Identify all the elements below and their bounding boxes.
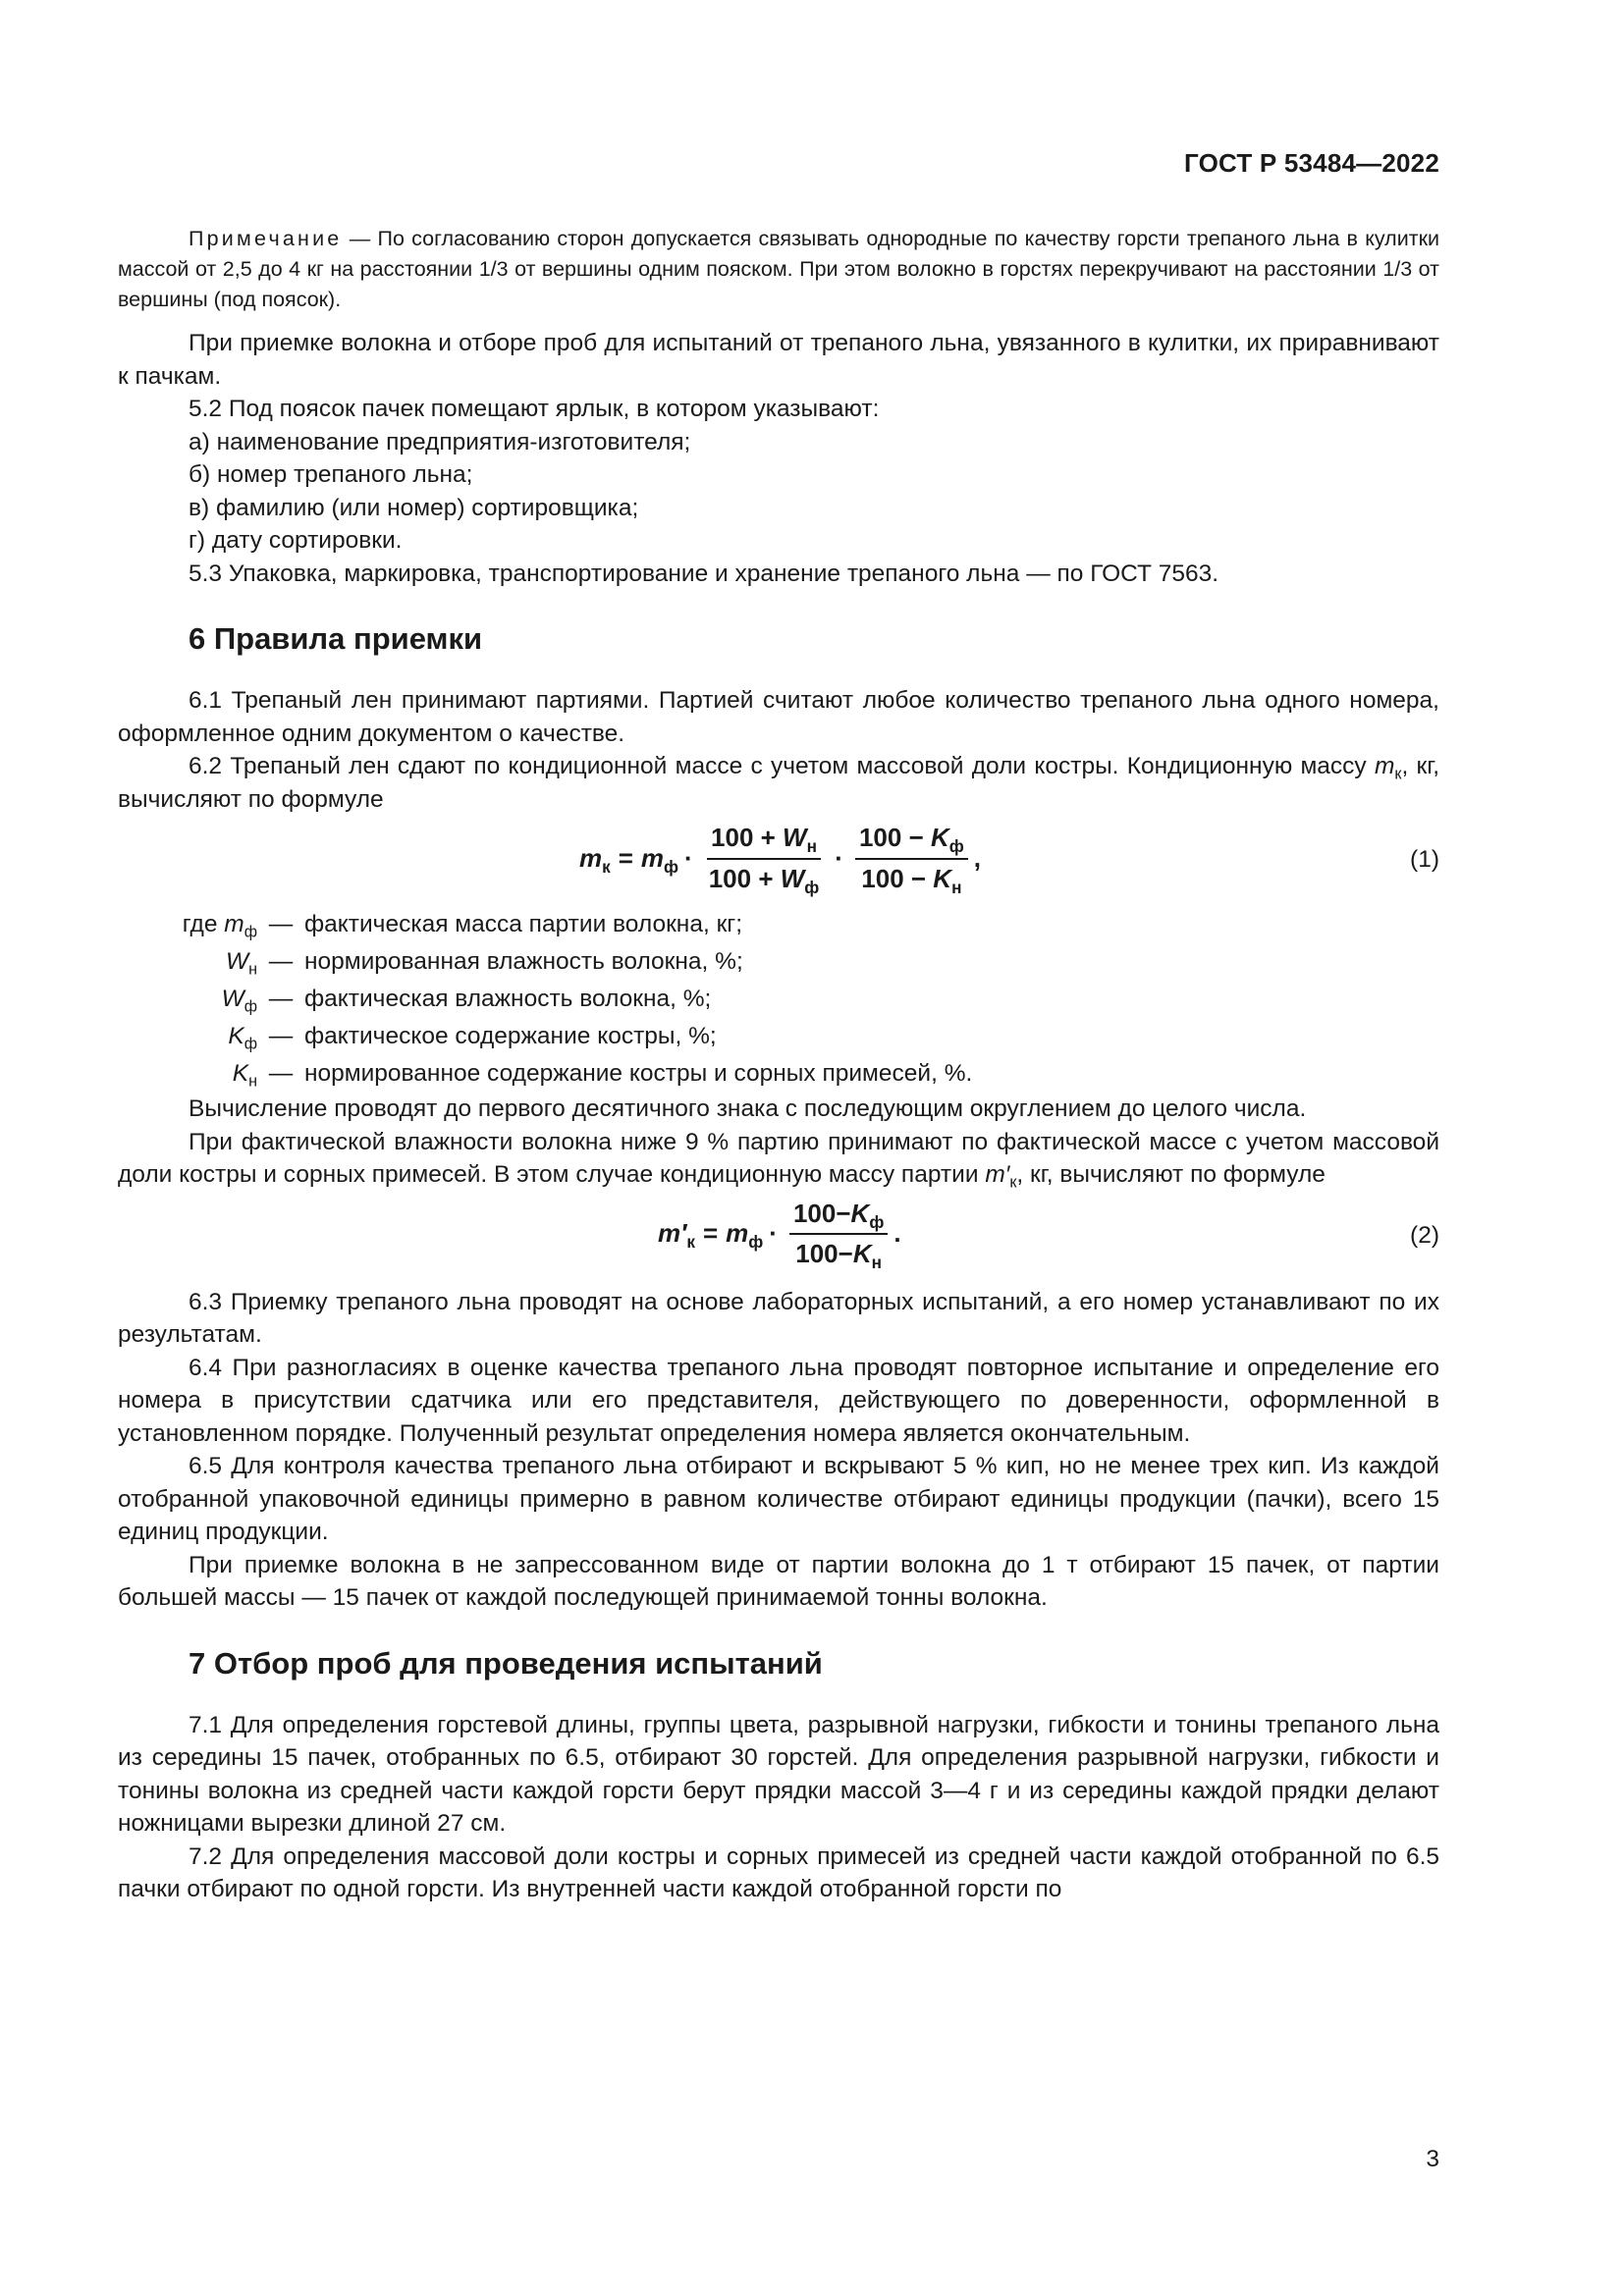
document-id: ГОСТ Р 53484—2022 [1184, 148, 1439, 178]
paragraph-kulitki: При приемке волокна и отборе проб для испытаний от трепаного льна, увязанного в кулитки, их приравнивают к пачкам. [118, 330, 1439, 390]
note-text: — По согласованию сторон допускается связывать однородные по качеству горсти трепаного льна в кулитки массой от 2,5 до 4 кг на расстоянии 1/3 от вершины одним пояском. При этом волокно в горстях перекручивают на расстоянии 1/3 от вершины (под поясок). [118, 227, 1439, 311]
paragraph-5-2: 5.2 Под поясок пачек помещают ярлык, в котором указывают: [189, 396, 880, 422]
formula-1-expression: $m_к$ = $m_ф$ · $\frac{100 + W_н}{100 + W_ф}$ · $\frac{100 - K_ф}{100 - K_н}$ , [579, 823, 982, 897]
var-m-k-sub: к [1394, 765, 1402, 783]
legend-row: $K_ф$ — фактическое содержание костры, %; [228, 1023, 717, 1053]
formula-2-expression: $m'_к$ = $m_ф$ · $\frac{100-K_ф}{100-K_н}$ . [658, 1198, 901, 1272]
paragraph-6-2: 6.2 Трепаный лен сдают по кондиционной массе с учетом массовой доли костры. Кондиционную массу $m_к$, кг, вычисляют по формуле [118, 753, 1439, 813]
paragraph-6-5b: При приемке волокна в не запрессованном виде от партии волокна до 1 т отбирают 15 пачек, от партии большей массы — 15 пачек от каждой последующей принимаемой тонны волокна. [118, 1551, 1439, 1611]
var-m-prime-k: m′ [985, 1161, 1010, 1188]
section-7-heading: 7 Отбор проб для проведения испытаний [189, 1645, 823, 1681]
paragraph-6-4: 6.4 При разногласиях в оценке качества трепаного льна проводят повторное испытание и определение его номера в присутствии сдатчика или его представителя, действующего по доверенности, оформленной в установленном порядке. Полученный результат определения номера является окончательным. [118, 1354, 1439, 1447]
paragraph-7-1: 7.1 Для определения горстевой длины, группы цвета, разрывной нагрузки, гибкости и тонины трепаного льна из середины 15 пачек, отобранных по 6.5, отбирают 30 горстей. Для определения разрывной нагрузки, гибкости и тонины волокна из средней части каждой горсти берут прядки массой 3—4 г и из середины каждой прядки делают ножницами вырезки длиной 27 см. [118, 1711, 1439, 1837]
formula-1 [118, 816, 1439, 906]
legend-row: $W_ф$ — фактическая влажность волокна, %; [221, 986, 712, 1016]
paragraph-6-1: 6.1 Трепаный лен принимают партиями. Партией считают любое количество трепаного льна одного номера, оформленное одним документом о качестве. [118, 687, 1439, 747]
list-item: б) номер трепаного льна; [189, 461, 473, 488]
list-item: а) наименование предприятия-изготовителя; [189, 428, 691, 455]
legend-row: $W_н$ — нормированная влажность волокна, %; [225, 948, 743, 979]
formula-2 [118, 1192, 1439, 1286]
paragraph-5-3: 5.3 Упаковка, маркировка, транспортирование и хранение трепаного льна — по ГОСТ 7563. [189, 560, 1219, 587]
paragraph-low-moisture: При фактической влажности волокна ниже 9 % партию принимают по фактической массе с учетом массовой доли костры и сорных примесей. В этом случае кондиционную массу партии $m'_к$, кг, вычисляют по формуле [118, 1128, 1439, 1192]
legend-row: $K_н$ — нормированное содержание костры и сорных примесей, %. [232, 1060, 973, 1091]
note-label: Примечание [189, 227, 343, 250]
formula-legend [118, 906, 1439, 1093]
paragraph-calc: Вычисление проводят до первого десятичного знака с последующим округлением до целого числа. [189, 1095, 1307, 1122]
formula-1-number: (1) [1410, 846, 1439, 873]
note-paragraph [118, 224, 1439, 315]
section-6-heading: 6 Правила приемки [189, 621, 483, 656]
var-m-k: m [1374, 753, 1395, 779]
paragraph-6-5: 6.5 Для контроля качества трепаного льна отбирают и вскрывают 5 % кип, но не менее трех кип. Из каждой отобранной упаковочной единицы примерно в равном количестве отбирают единицы продукции (пачки), всего 15 единиц продукции. [118, 1453, 1439, 1545]
page-content [118, 224, 1439, 1906]
paragraph-6-3: 6.3 Приемку трепаного льна проводят на основе лабораторных испытаний, а его номер устанавливают по их результатам. [118, 1288, 1439, 1348]
legend-row: где $m_ф$ — фактическая масса партии волокна, кг; [182, 911, 743, 941]
formula-2-number: (2) [1410, 1221, 1439, 1249]
list-item: г) дату сортировки. [189, 527, 403, 554]
paragraph-7-2: 7.2 Для определения массовой доли костры и сорных примесей из средней части каждой отобранной по 6.5 пачки отбирают по одной горсти. Из внутренней части каждой отобранной горсти по [118, 1842, 1439, 1902]
page-number: 3 [1426, 2146, 1439, 2172]
list-item: в) фамилию (или номер) сортировщика; [189, 494, 639, 521]
